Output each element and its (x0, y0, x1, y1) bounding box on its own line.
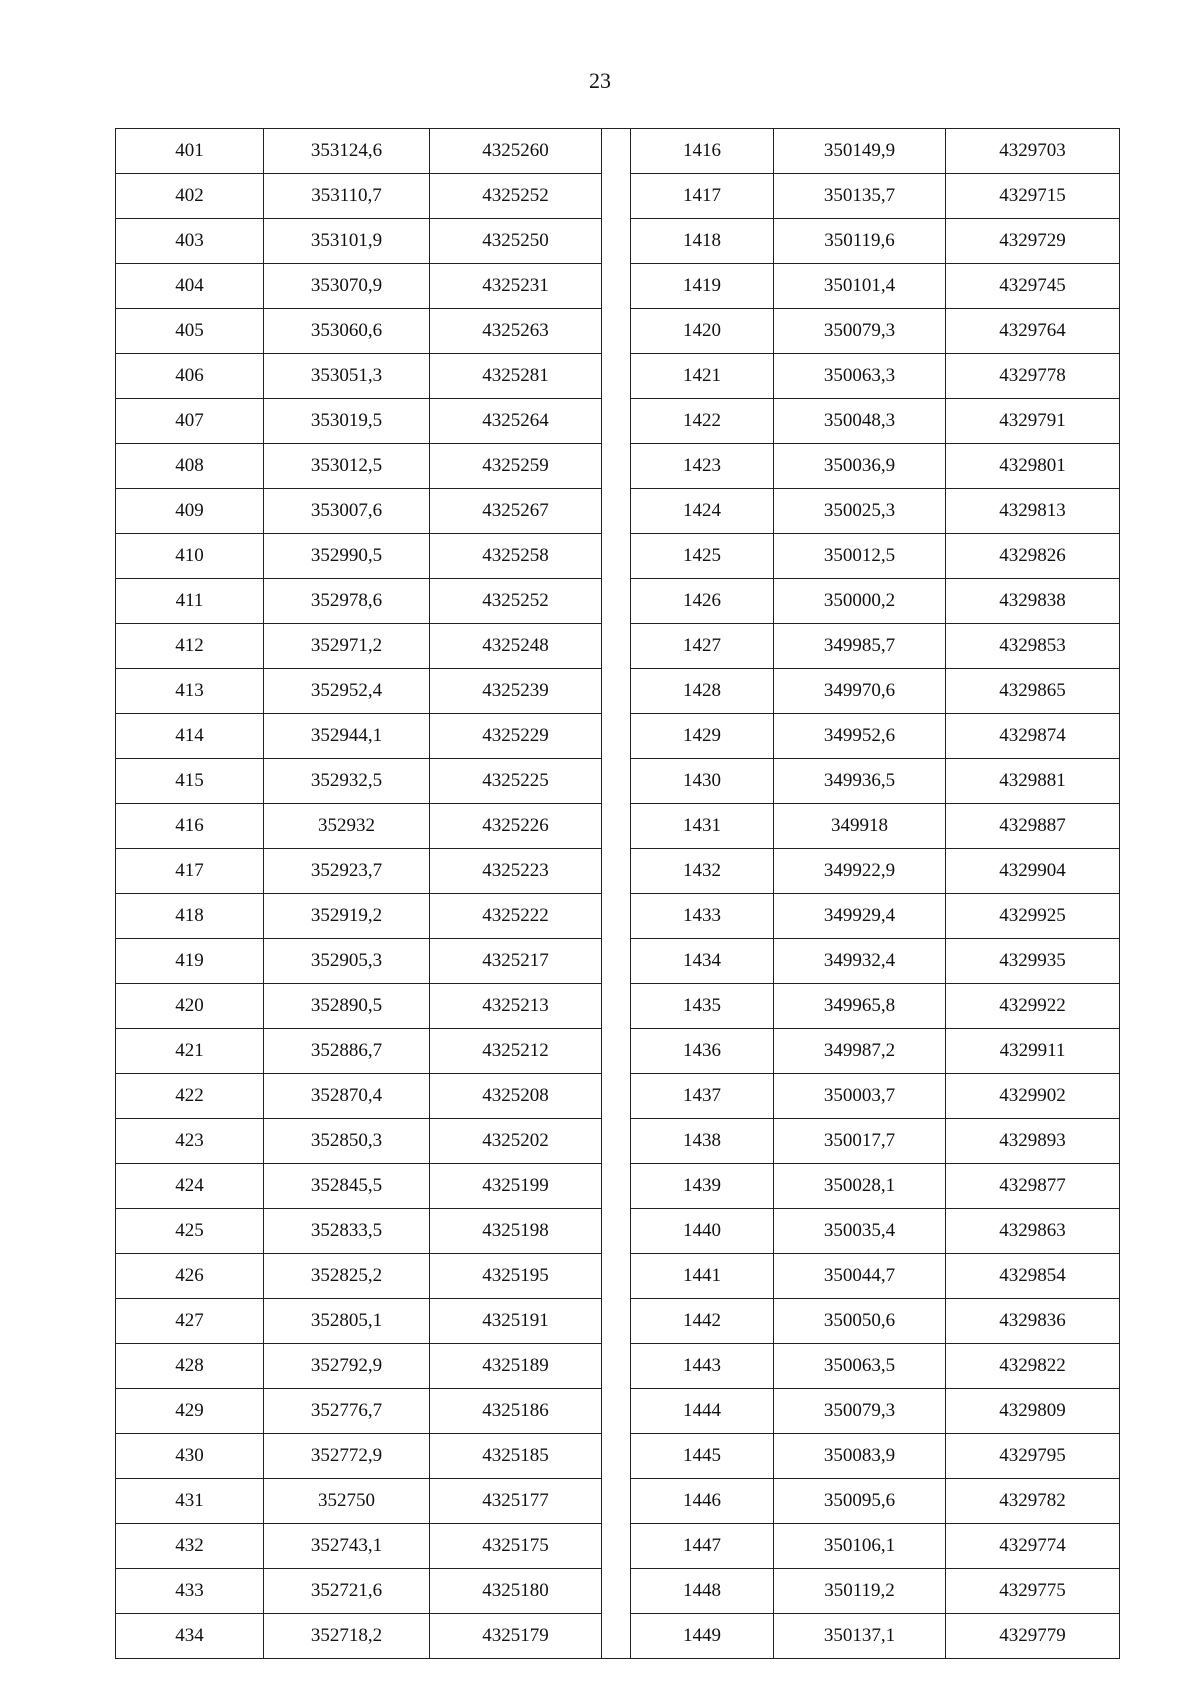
right-y-coordinate-cell: 4329813 (946, 489, 1120, 534)
left-y-coordinate-cell: 4325258 (430, 534, 602, 579)
table-row (116, 1164, 1120, 1209)
table-row (116, 1479, 1120, 1524)
column-separator (602, 624, 631, 669)
right-point-number-cell: 1437 (631, 1074, 774, 1119)
table-row (116, 1209, 1120, 1254)
left-x-coordinate-cell: 352792,9 (264, 1344, 430, 1389)
left-point-number-cell: 433 (116, 1569, 264, 1614)
left-x-coordinate-cell: 353012,5 (264, 444, 430, 489)
right-x-coordinate-cell: 350119,6 (774, 219, 946, 264)
left-point-number-cell: 409 (116, 489, 264, 534)
column-separator (602, 1209, 631, 1254)
left-point-number-cell: 410 (116, 534, 264, 579)
coordinates-table-body (116, 129, 1120, 1659)
left-point-number-cell: 406 (116, 354, 264, 399)
column-separator (602, 759, 631, 804)
right-y-coordinate-cell: 4329922 (946, 984, 1120, 1029)
column-separator (602, 1614, 631, 1659)
left-point-number-cell: 431 (116, 1479, 264, 1524)
right-point-number-cell: 1442 (631, 1299, 774, 1344)
table-row (116, 624, 1120, 669)
right-point-number-cell: 1438 (631, 1119, 774, 1164)
table-row (116, 399, 1120, 444)
right-y-coordinate-cell: 4329703 (946, 129, 1120, 174)
left-y-coordinate-cell: 4325198 (430, 1209, 602, 1254)
right-y-coordinate-cell: 4329863 (946, 1209, 1120, 1254)
right-x-coordinate-cell: 350079,3 (774, 309, 946, 354)
column-separator (602, 1074, 631, 1119)
left-y-coordinate-cell: 4325248 (430, 624, 602, 669)
left-x-coordinate-cell: 353060,6 (264, 309, 430, 354)
table-row (116, 309, 1120, 354)
left-point-number-cell: 425 (116, 1209, 264, 1254)
right-y-coordinate-cell: 4329809 (946, 1389, 1120, 1434)
right-y-coordinate-cell: 4329854 (946, 1254, 1120, 1299)
left-y-coordinate-cell: 4325252 (430, 174, 602, 219)
left-y-coordinate-cell: 4325260 (430, 129, 602, 174)
left-point-number-cell: 420 (116, 984, 264, 1029)
table-row (116, 759, 1120, 804)
right-x-coordinate-cell: 349936,5 (774, 759, 946, 804)
right-y-coordinate-cell: 4329865 (946, 669, 1120, 714)
table-row (116, 579, 1120, 624)
left-point-number-cell: 421 (116, 1029, 264, 1074)
table-row (116, 804, 1120, 849)
table-row (116, 1524, 1120, 1569)
left-x-coordinate-cell: 352750 (264, 1479, 430, 1524)
left-point-number-cell: 415 (116, 759, 264, 804)
left-x-coordinate-cell: 352952,4 (264, 669, 430, 714)
right-x-coordinate-cell: 350079,3 (774, 1389, 946, 1434)
left-x-coordinate-cell: 352886,7 (264, 1029, 430, 1074)
left-point-number-cell: 422 (116, 1074, 264, 1119)
right-x-coordinate-cell: 350028,1 (774, 1164, 946, 1209)
right-x-coordinate-cell: 350119,2 (774, 1569, 946, 1614)
table-row (116, 1029, 1120, 1074)
right-y-coordinate-cell: 4329902 (946, 1074, 1120, 1119)
right-y-coordinate-cell: 4329764 (946, 309, 1120, 354)
left-x-coordinate-cell: 352870,4 (264, 1074, 430, 1119)
column-separator (602, 714, 631, 759)
column-separator (602, 264, 631, 309)
table-row (116, 1569, 1120, 1614)
right-point-number-cell: 1418 (631, 219, 774, 264)
left-point-number-cell: 414 (116, 714, 264, 759)
right-y-coordinate-cell: 4329881 (946, 759, 1120, 804)
right-x-coordinate-cell: 349965,8 (774, 984, 946, 1029)
column-separator (602, 1299, 631, 1344)
left-x-coordinate-cell: 352923,7 (264, 849, 430, 894)
right-x-coordinate-cell: 349952,6 (774, 714, 946, 759)
left-x-coordinate-cell: 352932,5 (264, 759, 430, 804)
left-point-number-cell: 401 (116, 129, 264, 174)
table-row (116, 1254, 1120, 1299)
left-y-coordinate-cell: 4325225 (430, 759, 602, 804)
left-y-coordinate-cell: 4325202 (430, 1119, 602, 1164)
left-x-coordinate-cell: 352833,5 (264, 1209, 430, 1254)
left-point-number-cell: 418 (116, 894, 264, 939)
right-x-coordinate-cell: 349929,4 (774, 894, 946, 939)
column-separator (602, 1434, 631, 1479)
page-number: 23 (589, 68, 611, 93)
left-y-coordinate-cell: 4325185 (430, 1434, 602, 1479)
column-separator (602, 1254, 631, 1299)
table-row (116, 1119, 1120, 1164)
right-x-coordinate-cell: 350000,2 (774, 579, 946, 624)
left-point-number-cell: 427 (116, 1299, 264, 1344)
right-y-coordinate-cell: 4329778 (946, 354, 1120, 399)
right-point-number-cell: 1423 (631, 444, 774, 489)
left-x-coordinate-cell: 353110,7 (264, 174, 430, 219)
column-separator (602, 354, 631, 399)
right-y-coordinate-cell: 4329893 (946, 1119, 1120, 1164)
table-row (116, 939, 1120, 984)
left-y-coordinate-cell: 4325212 (430, 1029, 602, 1074)
right-y-coordinate-cell: 4329874 (946, 714, 1120, 759)
right-point-number-cell: 1425 (631, 534, 774, 579)
left-y-coordinate-cell: 4325217 (430, 939, 602, 984)
left-y-coordinate-cell: 4325226 (430, 804, 602, 849)
left-y-coordinate-cell: 4325263 (430, 309, 602, 354)
left-y-coordinate-cell: 4325259 (430, 444, 602, 489)
right-x-coordinate-cell: 350050,6 (774, 1299, 946, 1344)
right-y-coordinate-cell: 4329826 (946, 534, 1120, 579)
right-x-coordinate-cell: 350137,1 (774, 1614, 946, 1659)
column-separator (602, 804, 631, 849)
right-x-coordinate-cell: 350095,6 (774, 1479, 946, 1524)
left-y-coordinate-cell: 4325252 (430, 579, 602, 624)
table-row (116, 1299, 1120, 1344)
right-x-coordinate-cell: 350048,3 (774, 399, 946, 444)
table-row (116, 174, 1120, 219)
right-x-coordinate-cell: 350012,5 (774, 534, 946, 579)
right-x-coordinate-cell: 350135,7 (774, 174, 946, 219)
left-point-number-cell: 419 (116, 939, 264, 984)
left-y-coordinate-cell: 4325179 (430, 1614, 602, 1659)
table-row (116, 1614, 1120, 1659)
left-x-coordinate-cell: 353019,5 (264, 399, 430, 444)
left-x-coordinate-cell: 352721,6 (264, 1569, 430, 1614)
right-point-number-cell: 1436 (631, 1029, 774, 1074)
column-separator (602, 219, 631, 264)
right-y-coordinate-cell: 4329877 (946, 1164, 1120, 1209)
right-y-coordinate-cell: 4329904 (946, 849, 1120, 894)
column-separator (602, 309, 631, 354)
left-point-number-cell: 403 (116, 219, 264, 264)
right-point-number-cell: 1420 (631, 309, 774, 354)
right-x-coordinate-cell: 349922,9 (774, 849, 946, 894)
left-point-number-cell: 407 (116, 399, 264, 444)
left-point-number-cell: 404 (116, 264, 264, 309)
column-separator (602, 399, 631, 444)
left-x-coordinate-cell: 352919,2 (264, 894, 430, 939)
left-x-coordinate-cell: 352971,2 (264, 624, 430, 669)
column-separator (602, 1389, 631, 1434)
left-x-coordinate-cell: 352905,3 (264, 939, 430, 984)
left-y-coordinate-cell: 4325191 (430, 1299, 602, 1344)
right-point-number-cell: 1431 (631, 804, 774, 849)
right-point-number-cell: 1446 (631, 1479, 774, 1524)
table-row (116, 1074, 1120, 1119)
right-point-number-cell: 1426 (631, 579, 774, 624)
right-point-number-cell: 1419 (631, 264, 774, 309)
column-separator (602, 489, 631, 534)
table-row (116, 1434, 1120, 1479)
right-x-coordinate-cell: 349932,4 (774, 939, 946, 984)
column-separator (602, 1029, 631, 1074)
column-separator (602, 1344, 631, 1389)
right-point-number-cell: 1445 (631, 1434, 774, 1479)
left-y-coordinate-cell: 4325213 (430, 984, 602, 1029)
left-y-coordinate-cell: 4325223 (430, 849, 602, 894)
right-y-coordinate-cell: 4329822 (946, 1344, 1120, 1389)
right-x-coordinate-cell: 350083,9 (774, 1434, 946, 1479)
right-y-coordinate-cell: 4329935 (946, 939, 1120, 984)
table-row (116, 129, 1120, 174)
table-row (116, 444, 1120, 489)
right-y-coordinate-cell: 4329838 (946, 579, 1120, 624)
left-x-coordinate-cell: 352850,3 (264, 1119, 430, 1164)
left-x-coordinate-cell: 352718,2 (264, 1614, 430, 1659)
left-x-coordinate-cell: 352772,9 (264, 1434, 430, 1479)
right-y-coordinate-cell: 4329836 (946, 1299, 1120, 1344)
left-y-coordinate-cell: 4325222 (430, 894, 602, 939)
column-separator (602, 1479, 631, 1524)
column-separator (602, 534, 631, 579)
column-separator (602, 579, 631, 624)
left-x-coordinate-cell: 353124,6 (264, 129, 430, 174)
left-point-number-cell: 434 (116, 1614, 264, 1659)
right-point-number-cell: 1449 (631, 1614, 774, 1659)
right-x-coordinate-cell: 350003,7 (774, 1074, 946, 1119)
right-point-number-cell: 1439 (631, 1164, 774, 1209)
column-separator (602, 849, 631, 894)
right-point-number-cell: 1440 (631, 1209, 774, 1254)
column-separator (602, 669, 631, 714)
column-separator (602, 1119, 631, 1164)
right-point-number-cell: 1429 (631, 714, 774, 759)
right-x-coordinate-cell: 350035,4 (774, 1209, 946, 1254)
left-point-number-cell: 426 (116, 1254, 264, 1299)
table-row (116, 849, 1120, 894)
coordinates-table (115, 128, 1120, 1659)
left-x-coordinate-cell: 353051,3 (264, 354, 430, 399)
left-x-coordinate-cell: 352978,6 (264, 579, 430, 624)
right-y-coordinate-cell: 4329774 (946, 1524, 1120, 1569)
table-row (116, 489, 1120, 534)
right-point-number-cell: 1444 (631, 1389, 774, 1434)
right-point-number-cell: 1416 (631, 129, 774, 174)
table-row (116, 984, 1120, 1029)
left-point-number-cell: 429 (116, 1389, 264, 1434)
left-x-coordinate-cell: 352944,1 (264, 714, 430, 759)
left-point-number-cell: 428 (116, 1344, 264, 1389)
right-x-coordinate-cell: 349985,7 (774, 624, 946, 669)
table-row (116, 534, 1120, 579)
right-point-number-cell: 1417 (631, 174, 774, 219)
table-row (116, 354, 1120, 399)
right-y-coordinate-cell: 4329801 (946, 444, 1120, 489)
left-point-number-cell: 423 (116, 1119, 264, 1164)
column-separator (602, 1164, 631, 1209)
right-point-number-cell: 1443 (631, 1344, 774, 1389)
left-y-coordinate-cell: 4325180 (430, 1569, 602, 1614)
right-y-coordinate-cell: 4329887 (946, 804, 1120, 849)
left-point-number-cell: 412 (116, 624, 264, 669)
column-separator (602, 1569, 631, 1614)
right-point-number-cell: 1427 (631, 624, 774, 669)
column-separator (602, 444, 631, 489)
right-y-coordinate-cell: 4329779 (946, 1614, 1120, 1659)
left-y-coordinate-cell: 4325208 (430, 1074, 602, 1119)
right-x-coordinate-cell: 349987,2 (774, 1029, 946, 1074)
table-row (116, 1344, 1120, 1389)
right-point-number-cell: 1434 (631, 939, 774, 984)
right-y-coordinate-cell: 4329745 (946, 264, 1120, 309)
right-point-number-cell: 1430 (631, 759, 774, 804)
right-y-coordinate-cell: 4329795 (946, 1434, 1120, 1479)
left-x-coordinate-cell: 352990,5 (264, 534, 430, 579)
left-y-coordinate-cell: 4325177 (430, 1479, 602, 1524)
left-x-coordinate-cell: 353070,9 (264, 264, 430, 309)
right-point-number-cell: 1447 (631, 1524, 774, 1569)
right-y-coordinate-cell: 4329791 (946, 399, 1120, 444)
right-point-number-cell: 1433 (631, 894, 774, 939)
right-point-number-cell: 1448 (631, 1569, 774, 1614)
right-point-number-cell: 1432 (631, 849, 774, 894)
left-point-number-cell: 432 (116, 1524, 264, 1569)
right-y-coordinate-cell: 4329715 (946, 174, 1120, 219)
right-x-coordinate-cell: 350101,4 (774, 264, 946, 309)
table-row (116, 714, 1120, 759)
right-point-number-cell: 1421 (631, 354, 774, 399)
left-x-coordinate-cell: 352805,1 (264, 1299, 430, 1344)
left-y-coordinate-cell: 4325229 (430, 714, 602, 759)
left-x-coordinate-cell: 353007,6 (264, 489, 430, 534)
right-y-coordinate-cell: 4329729 (946, 219, 1120, 264)
column-separator (602, 939, 631, 984)
right-point-number-cell: 1435 (631, 984, 774, 1029)
left-y-coordinate-cell: 4325250 (430, 219, 602, 264)
left-y-coordinate-cell: 4325189 (430, 1344, 602, 1389)
right-x-coordinate-cell: 349970,6 (774, 669, 946, 714)
right-x-coordinate-cell: 349918 (774, 804, 946, 849)
left-y-coordinate-cell: 4325175 (430, 1524, 602, 1569)
left-y-coordinate-cell: 4325267 (430, 489, 602, 534)
right-y-coordinate-cell: 4329775 (946, 1569, 1120, 1614)
table-row (116, 894, 1120, 939)
left-x-coordinate-cell: 352825,2 (264, 1254, 430, 1299)
table-row (116, 1389, 1120, 1434)
left-y-coordinate-cell: 4325281 (430, 354, 602, 399)
left-point-number-cell: 416 (116, 804, 264, 849)
right-y-coordinate-cell: 4329782 (946, 1479, 1120, 1524)
left-point-number-cell: 424 (116, 1164, 264, 1209)
right-y-coordinate-cell: 4329925 (946, 894, 1120, 939)
left-x-coordinate-cell: 352932 (264, 804, 430, 849)
left-x-coordinate-cell: 352743,1 (264, 1524, 430, 1569)
right-point-number-cell: 1428 (631, 669, 774, 714)
left-x-coordinate-cell: 352845,5 (264, 1164, 430, 1209)
right-y-coordinate-cell: 4329853 (946, 624, 1120, 669)
right-x-coordinate-cell: 350025,3 (774, 489, 946, 534)
right-point-number-cell: 1424 (631, 489, 774, 534)
right-x-coordinate-cell: 350063,3 (774, 354, 946, 399)
right-y-coordinate-cell: 4329911 (946, 1029, 1120, 1074)
left-x-coordinate-cell: 353101,9 (264, 219, 430, 264)
column-separator (602, 129, 631, 174)
right-point-number-cell: 1441 (631, 1254, 774, 1299)
table-row (116, 264, 1120, 309)
right-point-number-cell: 1422 (631, 399, 774, 444)
right-x-coordinate-cell: 350106,1 (774, 1524, 946, 1569)
right-x-coordinate-cell: 350063,5 (774, 1344, 946, 1389)
right-x-coordinate-cell: 350017,7 (774, 1119, 946, 1164)
left-x-coordinate-cell: 352890,5 (264, 984, 430, 1029)
column-separator (602, 174, 631, 219)
left-y-coordinate-cell: 4325231 (430, 264, 602, 309)
right-x-coordinate-cell: 350036,9 (774, 444, 946, 489)
table-row (116, 219, 1120, 264)
left-point-number-cell: 402 (116, 174, 264, 219)
left-y-coordinate-cell: 4325199 (430, 1164, 602, 1209)
left-point-number-cell: 411 (116, 579, 264, 624)
left-point-number-cell: 408 (116, 444, 264, 489)
left-point-number-cell: 413 (116, 669, 264, 714)
table-row (116, 669, 1120, 714)
right-x-coordinate-cell: 350044,7 (774, 1254, 946, 1299)
left-y-coordinate-cell: 4325195 (430, 1254, 602, 1299)
column-separator (602, 1524, 631, 1569)
left-y-coordinate-cell: 4325186 (430, 1389, 602, 1434)
column-separator (602, 984, 631, 1029)
left-point-number-cell: 405 (116, 309, 264, 354)
left-y-coordinate-cell: 4325264 (430, 399, 602, 444)
left-y-coordinate-cell: 4325239 (430, 669, 602, 714)
left-point-number-cell: 417 (116, 849, 264, 894)
column-separator (602, 894, 631, 939)
right-x-coordinate-cell: 350149,9 (774, 129, 946, 174)
left-x-coordinate-cell: 352776,7 (264, 1389, 430, 1434)
left-point-number-cell: 430 (116, 1434, 264, 1479)
